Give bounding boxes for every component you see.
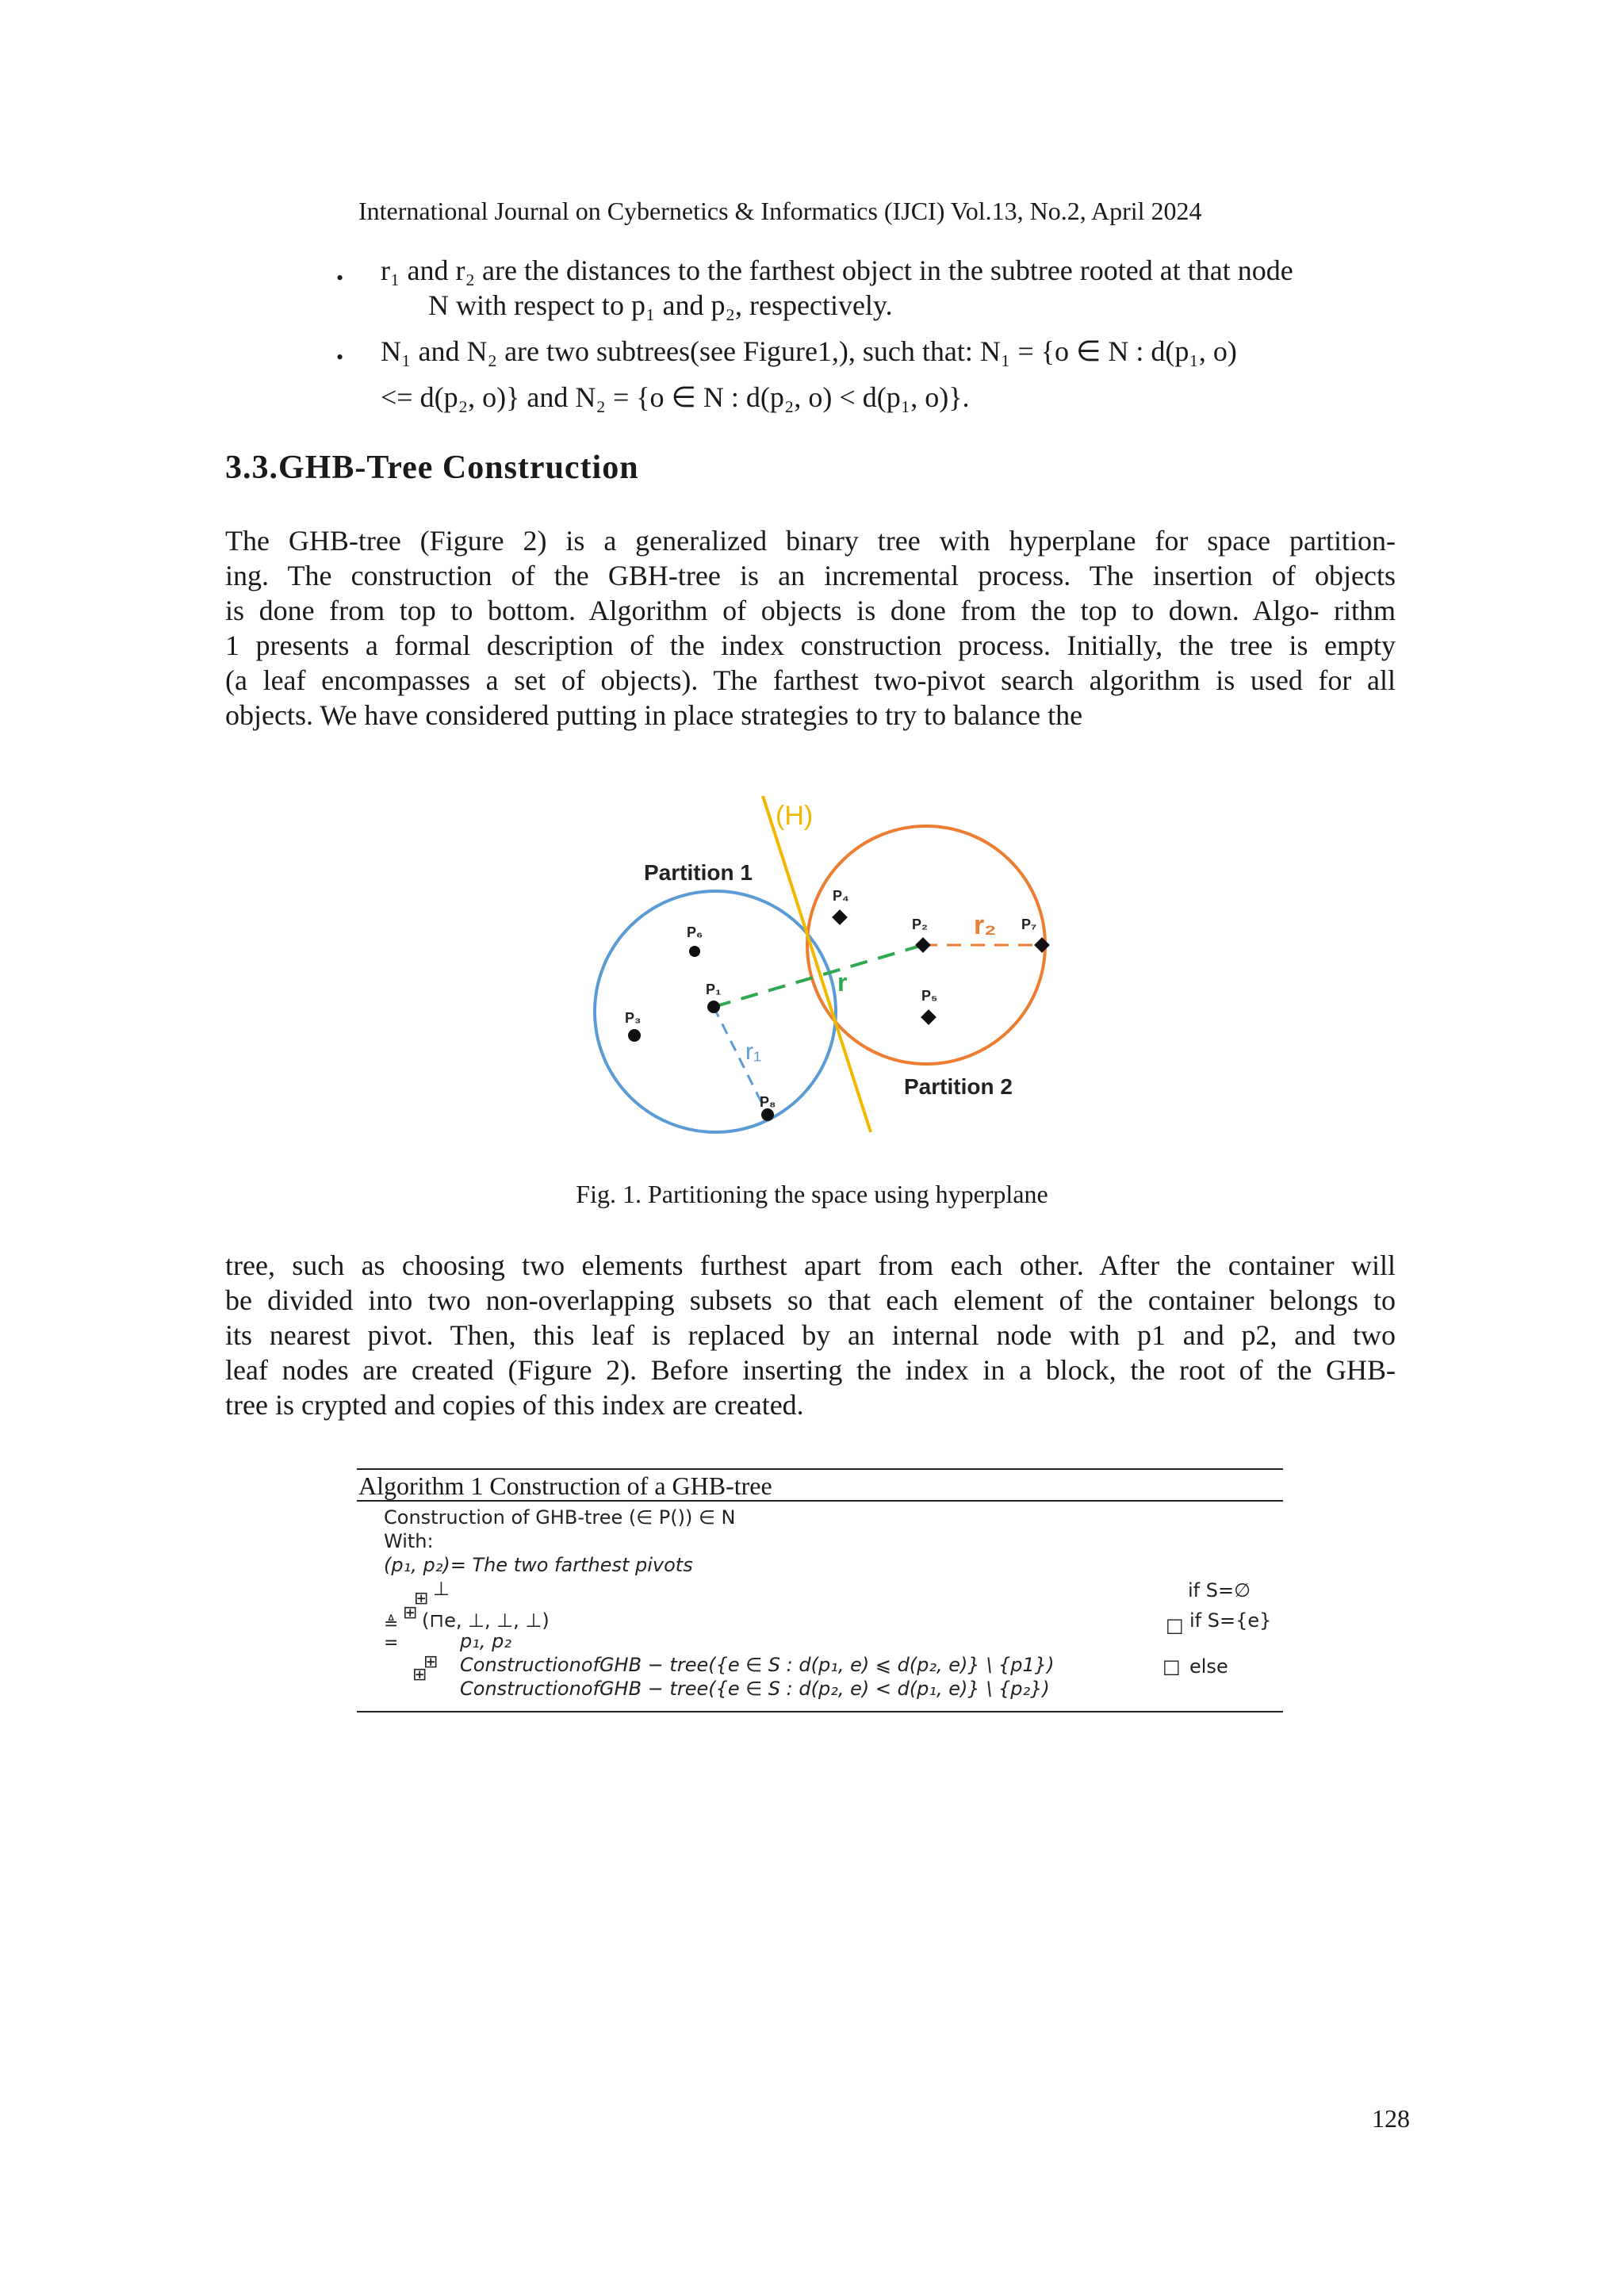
- point-p1: [707, 1001, 720, 1013]
- bullet-2-line-2: <= d(p₂, o)} and N₂ = {o ∈ N : d(p₂, o) < d(p₁, o)}.: [381, 381, 970, 413]
- point-p2-label: P₂: [912, 916, 929, 932]
- algorithm-line-1: Construction of GHB-tree (∈ P()) ∈ N: [384, 1506, 736, 1529]
- point-p7: [1034, 937, 1050, 953]
- algorithm-box-glyph: ⊞: [423, 1652, 439, 1672]
- algorithm-title: Algorithm 1 Construction of a GHB-tree: [358, 1471, 772, 1500]
- point-p6: [689, 946, 700, 957]
- point-p5-label: P₅: [921, 988, 938, 1004]
- bullet-marker: •: [336, 266, 344, 289]
- point-p6-label: P₆: [687, 924, 703, 940]
- point-p8-label: P₈: [760, 1094, 776, 1110]
- algorithm-eq: =: [384, 1633, 399, 1653]
- point-p4: [832, 909, 848, 925]
- algorithm-line-3: (p₁, p₂)= The two farthest pivots: [384, 1554, 693, 1576]
- algorithm-condition-3: else: [1189, 1655, 1228, 1678]
- r-label: r: [837, 968, 848, 997]
- bullet-1-line-1: r₁ and r₂ are the distances to the farthest object in the subtree rooted at that node: [381, 254, 1293, 286]
- figure-caption: Fig. 1. Partitioning the space using hyperplane: [576, 1180, 1048, 1208]
- algorithm-condition-2: if S={e}: [1189, 1609, 1272, 1632]
- r1-label: r₁: [745, 1039, 762, 1065]
- partition-figure: [555, 785, 1094, 1150]
- paragraph-2: [225, 1248, 1396, 1422]
- algorithm-case-2: (⊓e, ⊥, ⊥, ⊥): [422, 1609, 550, 1632]
- paragraph-1: [225, 523, 1396, 733]
- bullet-1-line-2: N with respect to p₁ and p₂, respectively.: [428, 289, 893, 321]
- paragraph-line: objects. We have considered putting in place strategies to try to balance the: [225, 699, 1083, 731]
- algorithm-bottom-rule: [357, 1711, 1283, 1712]
- paragraph-line: its nearest pivot. Then, this leaf is replaced by an internal node with p1 and p2, and two: [225, 1319, 1396, 1351]
- point-p8: [761, 1108, 774, 1121]
- paragraph-line: leaf nodes are created (Figure 2). Before inserting the index in a block, the root of the GHB-: [225, 1354, 1396, 1386]
- point-p5: [921, 1009, 936, 1025]
- algorithm-line-2: With:: [384, 1530, 434, 1552]
- page-number: 128: [1372, 2104, 1410, 2133]
- paragraph-line: (a leaf encompasses a set of objects). The farthest two-pivot search algorithm is used for all: [225, 664, 1396, 696]
- paragraph-line: tree is crypted and copies of this index are created.: [225, 1389, 804, 1421]
- algorithm-defeq: ≜: [384, 1614, 399, 1634]
- running-header: International Journal on Cybernetics & Informatics (IJCI) Vol.13, No.2, April 2024: [358, 197, 1202, 225]
- bullet-marker: •: [336, 346, 344, 369]
- partition-1-label: Partition 1: [644, 860, 753, 885]
- algorithm-box-glyph: ⊞: [412, 1665, 427, 1685]
- paragraph-line: 1 presents a formal description of the index construction process. Initially, the tree is empty: [225, 629, 1396, 661]
- r2-label: r₂: [974, 910, 997, 940]
- hyperplane-label: (H): [776, 801, 814, 831]
- algorithm-box-glyph: ⊞: [403, 1603, 418, 1623]
- paragraph-line: be divided into two non-overlapping subsets so that each element of the container belongs to: [225, 1284, 1396, 1316]
- paragraph-line: ing. The construction of the GBH-tree is an incremental process. The insertion of objects: [225, 560, 1396, 591]
- algorithm-top-rule: [357, 1468, 1283, 1470]
- algorithm-title-rule: [357, 1500, 1283, 1502]
- point-p4-label: P₄: [833, 888, 849, 904]
- point-p3-label: P₃: [625, 1010, 642, 1026]
- bullet-2-line-1: N₁ and N₂ are two subtrees(see Figure1,), such that: N₁ = {o ∈ N : d(p₁, o): [381, 335, 1237, 367]
- algorithm-condition-1: if S=∅: [1188, 1579, 1251, 1601]
- paragraph-line: is done from top to bottom. Algorithm of objects is done from the top to down. Algo- rithm: [225, 595, 1396, 626]
- point-p2: [915, 937, 931, 953]
- algorithm-pivots: p₁, p₂: [460, 1630, 511, 1652]
- algorithm-bottom-symbol: ⊥: [433, 1578, 450, 1600]
- point-p7-label: P₇: [1021, 916, 1037, 932]
- algorithm-box-glyph: ⊞: [414, 1589, 429, 1609]
- point-p1-label: P₁: [706, 982, 722, 997]
- algorithm-recursive-call-1: ConstructionofGHB − tree({e ∈ S : d(p₁, e) ⩽ d(p₂, e)} \ {p1}): [460, 1654, 1055, 1676]
- point-p3: [628, 1029, 641, 1042]
- paragraph-line: tree, such as choosing two elements furthest apart from each other. After the container will: [225, 1249, 1396, 1281]
- algorithm-recursive-call-2: ConstructionofGHB − tree({e ∈ S : d(p₂, e) < d(p₁, e)} \ {p₂}): [460, 1678, 1050, 1700]
- algorithm-box-symbol: □: [1162, 1655, 1181, 1678]
- algorithm-box-symbol: □: [1166, 1614, 1184, 1636]
- partition-2-label: Partition 2: [904, 1074, 1013, 1099]
- paragraph-line: The GHB-tree (Figure 2) is a generalized binary tree with hyperplane for space partition-: [225, 525, 1396, 557]
- section-heading: 3.3.GHB-Tree Construction: [225, 450, 639, 486]
